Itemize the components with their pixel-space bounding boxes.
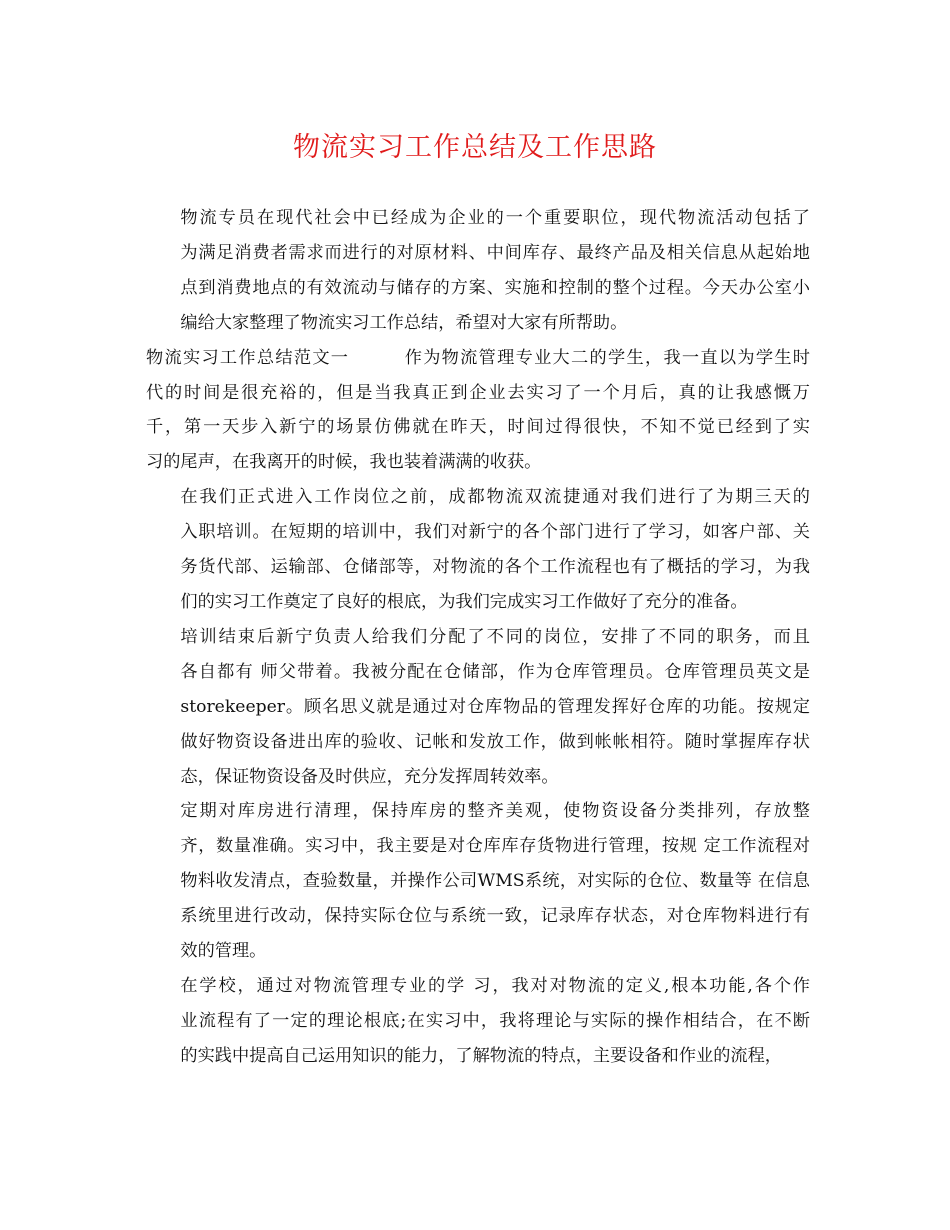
text-line: 业流程有了一定的理论根底;在实习中，我将理论与实际的操作相结合，在不断 (180, 1010, 810, 1031)
paragraph (146, 341, 810, 481)
text-line: 入职培训。在短期的培训中，我们对新宁的各个部门进行了学习，如客户部、关 (180, 522, 810, 543)
text-line: 的实践中提高自己运用知识的能力，了解物流的特点，主要设备和作业的流程， (180, 1045, 782, 1066)
paragraph (146, 620, 810, 795)
paragraph (146, 201, 810, 341)
text-line: 务货代部、运输部、仓储部等，对物流的各个工作流程也有了概括的学习，为我 (180, 557, 810, 578)
text-line: 编给大家整理了物流实习工作总结，希望对大家有所帮助。 (180, 312, 628, 333)
paragraph (146, 969, 810, 1074)
text-line: 齐，数量准确。实习中，我主要是对仓库库存货物进行管理，按规 定工作流程对 (180, 836, 810, 857)
text-line: 们的实习工作奠定了良好的根底，为我们完成实习工作做好了充分的准备。 (180, 591, 748, 612)
text-line: 物料收发清点，查验数量，并操作公司WMS系统，对实际的仓位、数量等 在信息 (180, 871, 810, 892)
text-line: 在我们正式进入工作岗位之前，成都物流双流捷通对我们进行了为期三天的 (180, 487, 810, 508)
text-line: 千，第一天步入新宁的场景仿佛就在昨天，时间过得很快，不知不觉已经到了实 (146, 417, 810, 438)
text-line: storekeeper。顾名思义就是通过对仓库物品的管理发挥好仓库的功能。按规定 (180, 696, 810, 717)
paragraph (146, 794, 810, 969)
text-line: 培训结束后新宁负责人给我们分配了不同的岗位，安排了不同的职务，而且 (180, 626, 810, 647)
text-line: 代的时间是很充裕的，但是当我真正到企业去实习了一个月后，真的让我感慨万 (146, 382, 810, 403)
text-line: 各自都有 师父带着。我被分配在仓储部，作为仓库管理员。仓库管理员英文是 (180, 661, 810, 682)
page-title: 物流实习工作总结及工作思路 (293, 132, 657, 163)
text-line: 点到消费地点的有效流动与储存的方案、实施和控制的整个过程。今天办公室小 (180, 277, 810, 298)
text-line: 物流专员在现代社会中已经成为企业的一个重要职位，现代物流活动包括了 (180, 208, 810, 228)
text-line: 习的尾声，在我离开的时候，我也装着满满的收获。 (146, 452, 542, 473)
paragraph (146, 480, 810, 620)
text-line: 在学校，通过对物流管理专业的学 习，我对对物流的定义,根本功能,各个作 (180, 975, 810, 996)
text-line: 物流实习工作总结范文一 作为物流管理专业大二的学生，我一直以为学生时 (146, 347, 810, 368)
text-line: 态，保证物资设备及时供应，充分发挥周转效率。 (180, 766, 559, 787)
text-line: 效的管理。 (180, 941, 267, 962)
text-line: 为满足消费者需求而进行的对原材料、中间库存、最终产品及相关信息从起始地 (180, 242, 810, 263)
text-line: 定期对库房进行清理，保持库房的整齐美观，使物资设备分类排列，存放整 (180, 801, 810, 822)
document-body (146, 201, 810, 1074)
text-line: 系统里进行改动，保持实际仓位与系统一致，记录库存状态，对仓库物料进行有 (180, 906, 810, 927)
text-line: 做好物资设备进出库的验收、记帐和发放工作，做到帐帐相符。随时掌握库存状 (180, 731, 810, 752)
